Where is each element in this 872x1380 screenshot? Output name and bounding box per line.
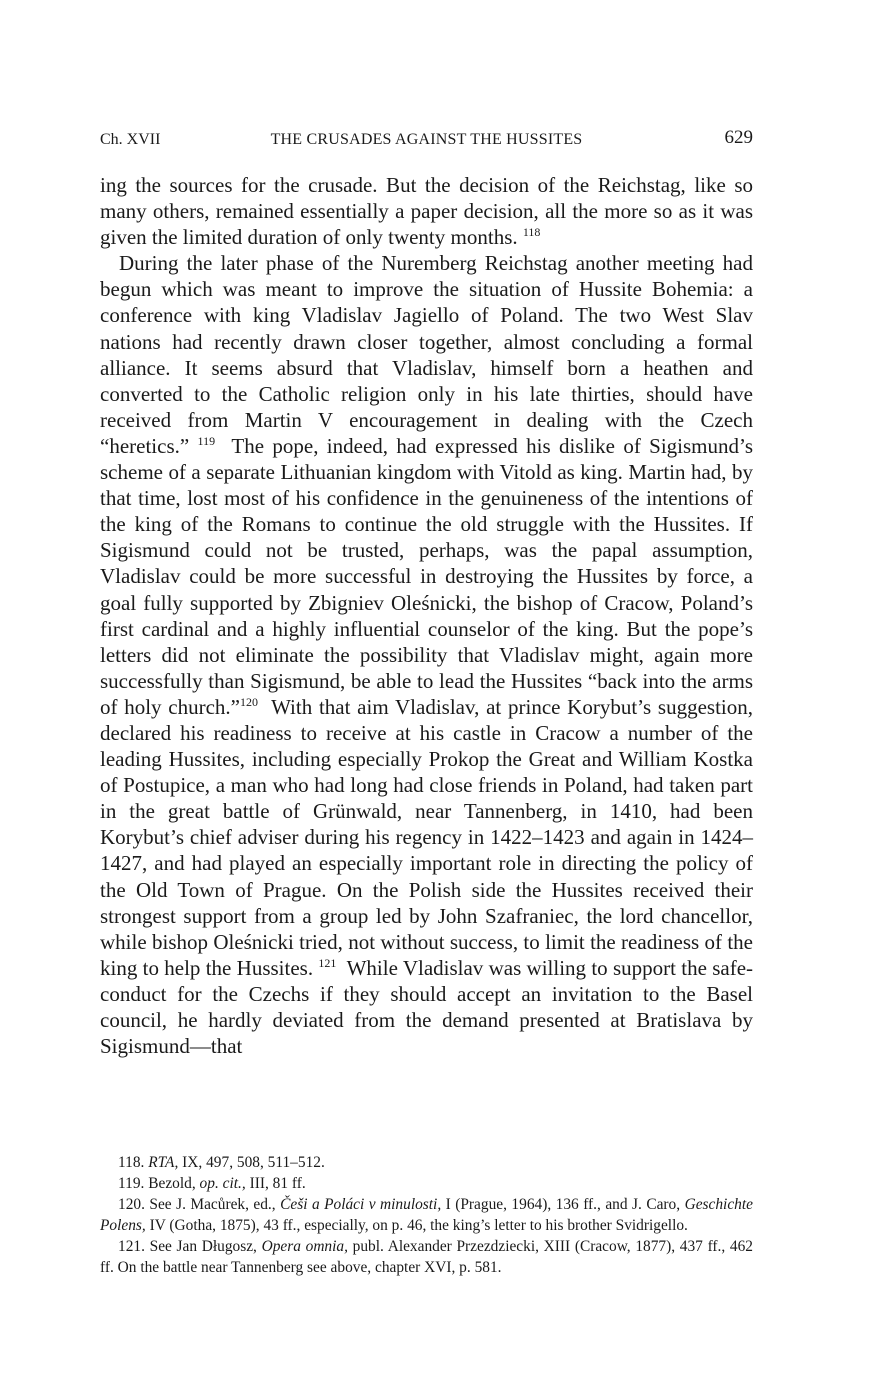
paragraph — [100, 250, 753, 1059]
footnote-text: publ. Alexander Przezdziecki, XIII (Cracow, 1877), 437 ff., 462 ff. On the battle near Tannenberg see above, chapter XVI, p. 581. — [100, 1238, 754, 1276]
paragraph-text: ing the sources for the crusade. But the decision of the Reichstag, like so many others, remained essentially a paper decision, all the more so as it was given the limited duration of only twenty months. — [100, 173, 753, 250]
footnote-118 — [100, 1152, 753, 1173]
footnote-number: 120. — [118, 1196, 145, 1213]
footnote-title: Geschichte Polens, — [100, 1196, 753, 1234]
main-text — [100, 172, 753, 1059]
paragraph-text: During the later phase of the Nuremberg Reichstag another meeting had begun which was meant to improve the situation of Hussite Bohemia: a conference with king Vladislav Jagiello of Poland. The two West Slav nations had recently drawn closer together, almost concluding a formal alliance. It seems absurd that Vladislav, himself born a heathen and converted to the Catholic religion only in his late thirties, should have received from Martin V encouragement in dealing with the Czech “heretics.” — [100, 251, 753, 458]
footnote-number: 121. — [118, 1238, 145, 1255]
footnote-text: See J. Macůrek, ed., — [149, 1196, 276, 1213]
footnote-title: op. cit., — [199, 1175, 246, 1192]
footnote-text: IX, 497, 508, 511–512. — [182, 1154, 325, 1171]
paragraph-text: With that aim Vladislav, at prince Korybut’s suggestion, declared his readiness to receive at his castle in Cracow a number of the leading Hussites, including especially Prokop the Great and William Kostka of Postupice, a man who had long had close friends in Poland, had taken part in the great battle of Grünwald, near Tannenberg, in 1410, had been Korybut’s chief adviser during his regency in 1422–1423 and again in 1424–1427, and had played an especially important role in directing the policy of the Old Town of Prague. On the Polish side the Hussites received their strongest support from a group led by John Szafraniec, the lord chancellor, while bishop Oleśnicki tried, not without success, to limit the readiness of the king to help the Hussites. — [100, 694, 753, 980]
footnote-121 — [100, 1236, 753, 1278]
footnote-120 — [100, 1194, 753, 1236]
footnote-text: I (Prague, 1964), 136 ff., and J. Caro, — [445, 1196, 681, 1213]
paragraph-text: While Vladislav was willing to support the safe-conduct for the Czechs if they should accept an invitation to the Basel council, he hardly deviated from the demand presented at Bratislava by Sigismund—that — [100, 955, 754, 1059]
running-header — [100, 127, 753, 151]
running-title: THE CRUSADES AGAINST THE HUSSITES — [270, 131, 583, 148]
footnote-text: IV (Gotha, 1875), 43 ff., especially, on p. 46, the king’s letter to his brother Svidrigello. — [149, 1217, 688, 1234]
footnote-text: Bezold, — [148, 1175, 196, 1192]
footnote-text: III, 81 ff. — [249, 1175, 306, 1192]
footnote-number: 119. — [118, 1175, 145, 1192]
footnote-title: Opera omnia, — [261, 1238, 348, 1255]
footnote-title: RTA, — [148, 1154, 179, 1171]
footnote-ref-121[interactable]: 121 — [318, 955, 337, 970]
footnote-number: 118. — [118, 1154, 145, 1171]
page-number: 629 — [724, 127, 753, 148]
footnote-ref-118[interactable]: 118 — [522, 225, 541, 240]
footnote-ref-119[interactable]: 119 — [197, 433, 216, 448]
paragraph-text: The pope, indeed, had expressed his dislike of Sigismund’s scheme of a separate Lithuanian kingdom with Vitold as king. Martin had, by that time, lost most of his confidence in the genuineness of the intentions of the king of the Romans to continue the old struggle with the Hussites. If Sigismund could not be trusted, perhaps, was the papal assumption, Vladislav could be more successful in destroying the Hussites by force, a goal fully supported by Zbigniev Oleśnicki, the bishop of Cracow, Poland’s first cardinal and a highly influential counselor of the king. But the pope’s letters did not eliminate the possibility that Vladislav might, again more successfully than Sigismund, be able to lead the Hussites “back into the arms of holy church.” — [100, 433, 754, 719]
footnote-119 — [100, 1173, 753, 1194]
paragraph — [100, 172, 753, 250]
footnotes — [100, 1152, 753, 1278]
footnote-title: Češi a Poláci v minulosti, — [280, 1196, 442, 1213]
footnote-text: See Jan Długosz, — [149, 1238, 257, 1255]
footnote-ref-120[interactable]: 120 — [240, 694, 258, 709]
chapter-label: Ch. XVII — [100, 131, 161, 148]
